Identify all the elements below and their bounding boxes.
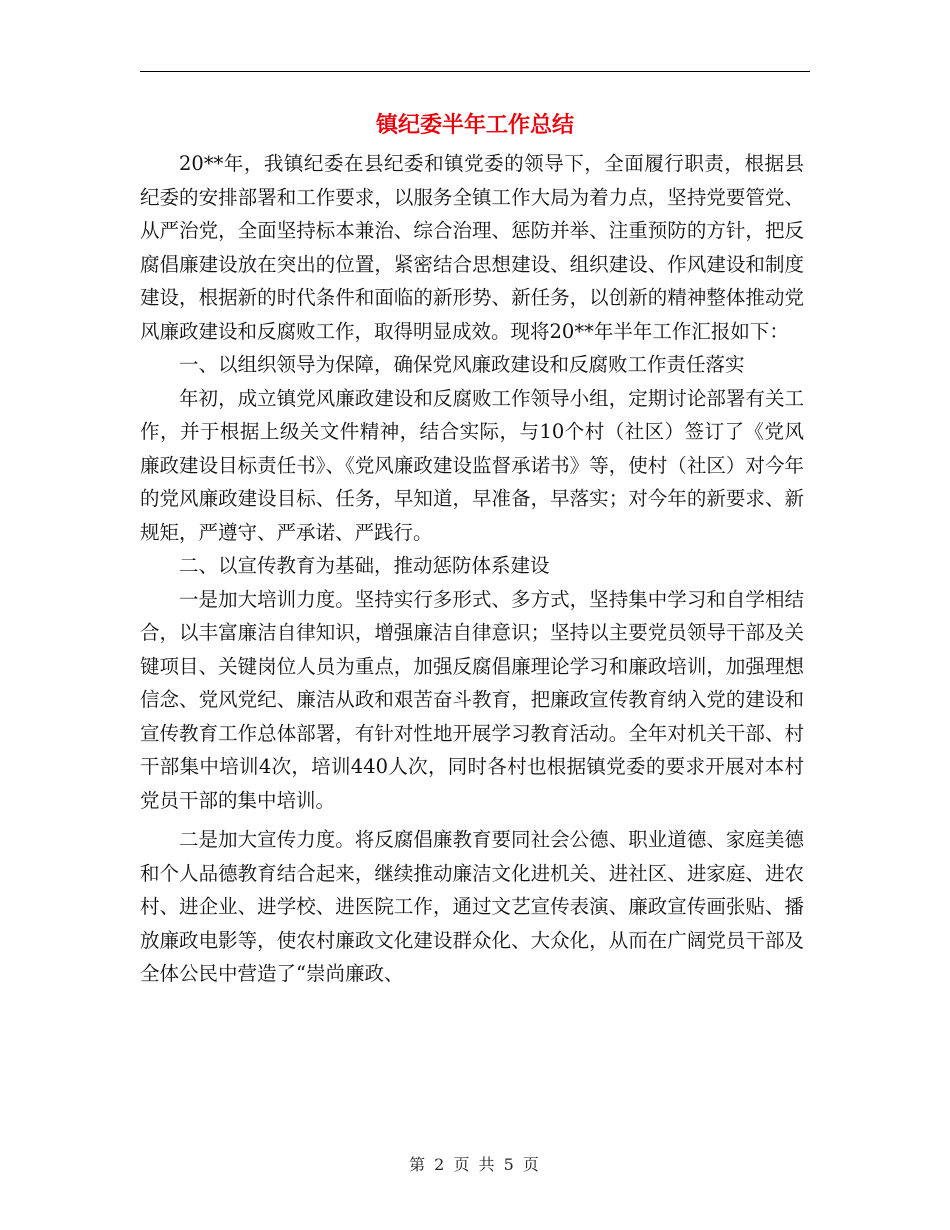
paragraph-intro: 20**年，我镇纪委在县纪委和镇党委的领导下，全面履行职责，根据县纪委的安排部署和工作要求，以服务全镇工作大局为着力点，坚持党要管党、从严治党，全面坚持标本兼治、综合治理、惩防并举、注重预防的方针，把反腐倡廉建设放在突出的位置，紧密结合思想建设、组织建设、作风建设和制度建设，根据新的时代条件和面临的新形势、新任务，以创新的精神整体推动党风廉政建设和反腐败工作，取得明显成效。现将20**年半年工作汇报如下： — [140, 152, 804, 343]
header-rule — [140, 71, 810, 72]
section-heading-1: 一、以组织领导为保障，确保党风廉政建设和反腐败工作责任落实 — [179, 353, 745, 376]
paragraph-section-1: 年初，成立镇党风廉政建设和反腐败工作领导小组，定期讨论部署有关工作，并于根据上级关文件精神，结合实际，与10个村（社区）签订了《党风廉政建设目标责任书》、《党风廉政建设监督承诺书》等，使村（社区）对今年的党风廉政建设目标、任务，早知道，早准备，早落实；对今年的新要求、新规矩，严遵守、严承诺、严践行。 — [140, 386, 804, 544]
paragraph-publicity: 二是加大宣传力度。将反腐倡廉教育要同社会公德、职业道德、家庭美德和个人品德教育结合起来，继续推动廉洁文化进机关、进社区、进家庭、进农村、进企业、进学校、进医院工作，通过文艺宣传表演、廉政宣传画张贴、播放廉政电影等，使农村廉政文化建设群众化、大众化，从而在广阔党员干部及全体公民中营造了“崇尚廉政、 — [140, 828, 804, 985]
document-body — [140, 147, 804, 991]
page-number-footer: 第 2 页 共 5 页 — [409, 1155, 541, 1174]
document-title: 镇纪委半年工作总结 — [375, 112, 574, 138]
section-heading-2: 二、以宣传教育为基础，推动惩防体系建设 — [179, 554, 550, 577]
paragraph-training: 一是加大培训力度。坚持实行多形式、多方式，坚持集中学习和自学相结合，以丰富廉洁自律知识，增强廉洁自律意识；坚持以主要党员领导干部及关键项目、关键岗位人员为重点，加强反腐倡廉理论学习和廉政培训，加强理想信念、党风党纪、廉洁从政和艰苦奋斗教育，把廉政宣传教育纳入党的建设和宣传教育工作总体部署，有针对性地开展学习教育活动。全年对机关干部、村干部集中培训4次，培训440人次，同时各村也根据镇党委的要求开展对本村党员干部的集中培训。 — [140, 587, 804, 812]
